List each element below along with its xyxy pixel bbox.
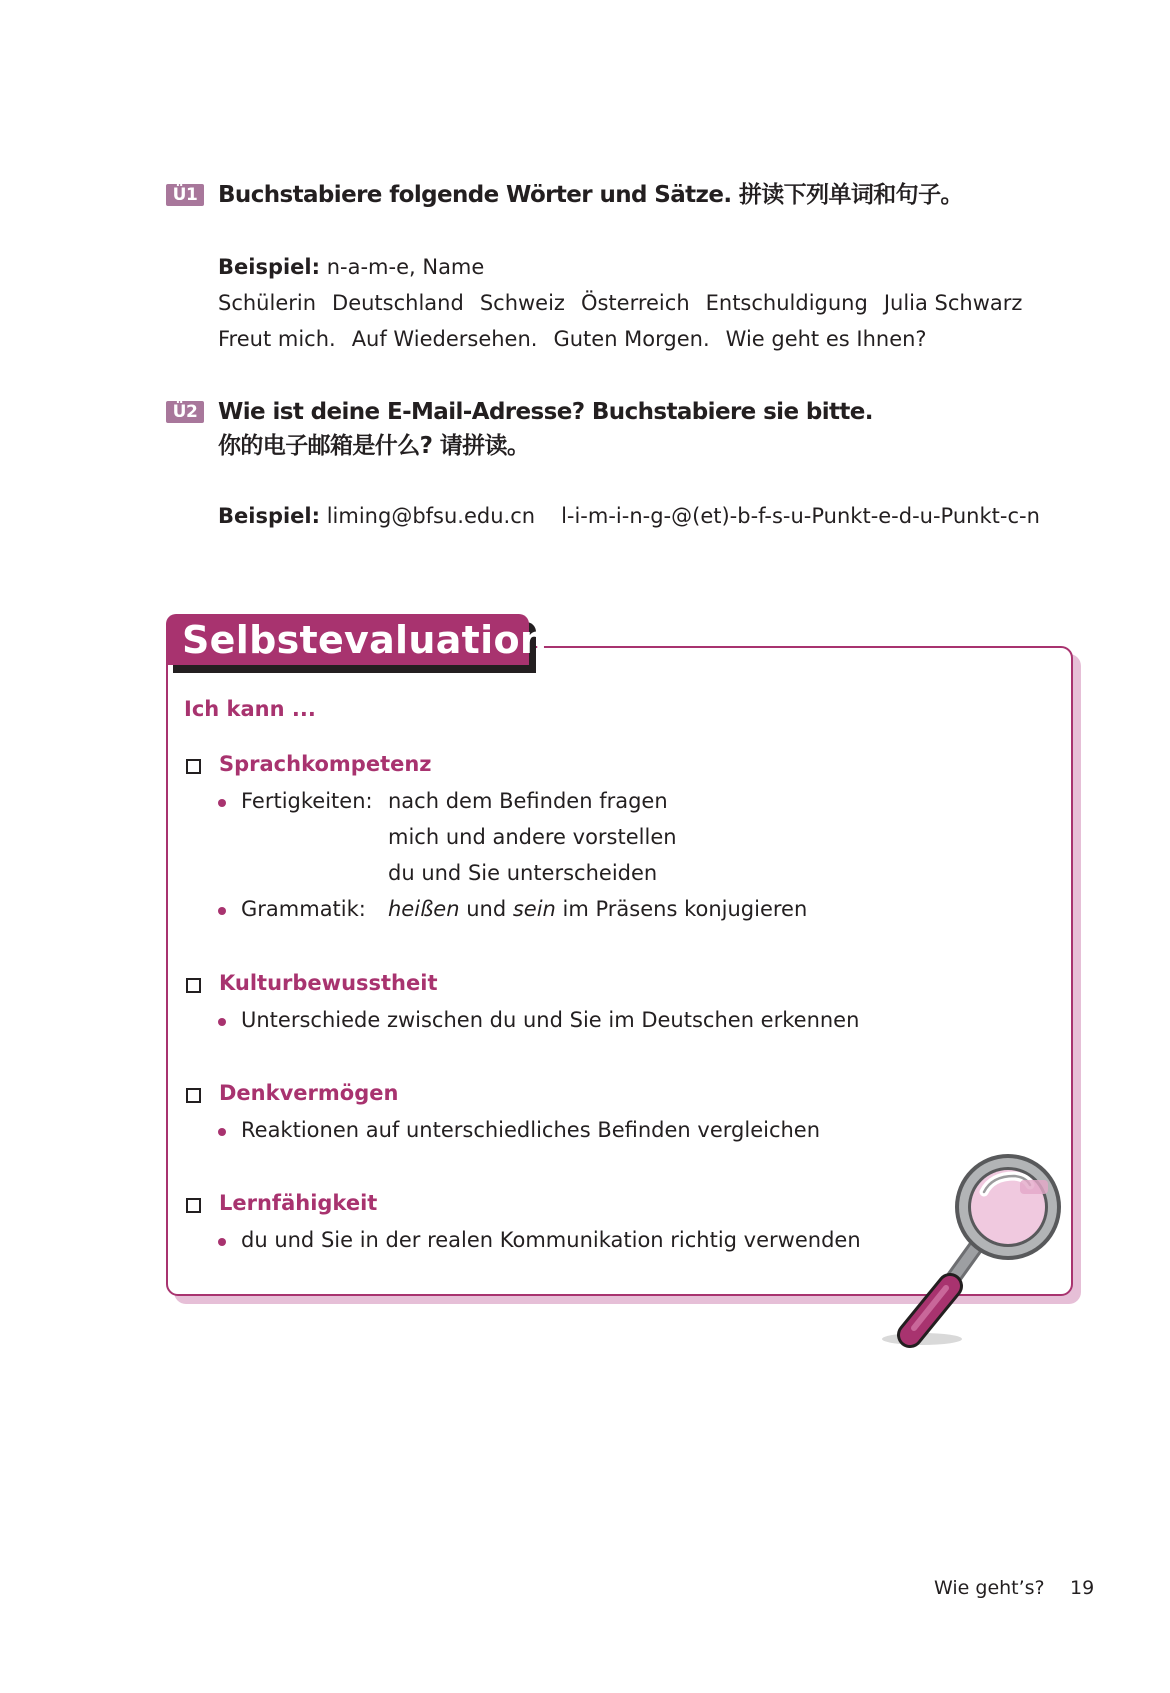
word: Österreich — [580, 291, 690, 315]
grammatik-text — [388, 897, 807, 921]
sentence: Guten Morgen. — [553, 327, 710, 351]
item-text: du und Sie in der realen Kommunikation richtig verwenden — [241, 1228, 861, 1252]
checkbox-icon[interactable] — [186, 759, 201, 774]
grammatik-connector: und — [459, 897, 513, 921]
grammatik-rest: im Präsens konjugieren — [555, 897, 808, 921]
category-label: Denkvermögen — [219, 1081, 399, 1105]
bullet-icon — [218, 799, 226, 807]
item-text: Reaktionen auf unterschiedliches Befinden vergleichen — [241, 1118, 821, 1142]
category-label: Sprachkompetenz — [219, 752, 432, 776]
category-label: Kulturbewusstheit — [219, 971, 438, 995]
exercise-badge: Ü1 — [166, 184, 204, 206]
word: Deutschland — [332, 291, 464, 315]
sentence: Auf Wiedersehen. — [351, 327, 538, 351]
page-number: 19 — [1070, 1577, 1095, 1599]
ich-kann-label: Ich kann ... — [184, 697, 316, 721]
word: Julia Schwarz — [883, 291, 1023, 315]
exercise-badge: Ü2 — [166, 401, 204, 423]
example-email: liming@bfsu.edu.cn — [326, 504, 536, 528]
exercise-title: Wie ist deine E-Mail-Adresse? Buchstabiere sie bitte. — [218, 399, 873, 425]
example-line — [218, 255, 484, 279]
bullet-icon — [218, 1018, 226, 1026]
example-label: Beispiel: — [218, 504, 321, 528]
footer-title: Wie geht’s? — [934, 1577, 1045, 1599]
example-label: Beispiel: — [218, 255, 321, 279]
grammatik-label: Grammatik: — [241, 897, 366, 921]
selbstevaluation-heading: Selbstevaluation — [166, 614, 529, 665]
verb-sein: sein — [512, 897, 556, 921]
checkbox-icon[interactable] — [186, 978, 201, 993]
bullet-icon — [218, 907, 226, 915]
word: Schülerin — [218, 291, 317, 315]
fertigkeit-item: du und Sie unterscheiden — [388, 861, 658, 885]
verb-heissen: heißen — [388, 897, 460, 921]
fertigkeit-item: mich und andere vorstellen — [388, 825, 677, 849]
word: Entschuldigung — [705, 291, 868, 315]
fertigkeiten-label: Fertigkeiten: — [241, 789, 373, 813]
word: Schweiz — [479, 291, 565, 315]
item-text: Unterschiede zwischen du und Sie im Deutschen erkennen — [241, 1008, 860, 1032]
magnifier-icon — [880, 1140, 1080, 1350]
checkbox-icon[interactable] — [186, 1088, 201, 1103]
bullet-icon — [218, 1128, 226, 1136]
sentence-list — [218, 327, 927, 351]
bullet-icon — [218, 1238, 226, 1246]
example-value: n-a-m-e, Name — [326, 255, 485, 279]
exercise-title: Buchstabiere folgende Wörter und Sätze. 拼读下列单词和句子。 — [218, 182, 963, 208]
example-line — [218, 504, 1040, 528]
fertigkeit-item: nach dem Befinden fragen — [388, 789, 668, 813]
category-label: Lernfähigkeit — [219, 1191, 378, 1215]
checkbox-icon[interactable] — [186, 1198, 201, 1213]
exercise-title-zh: 你的电子邮箱是什么? 请拼读。 — [218, 433, 530, 459]
example-spelled: l-i-m-i-n-g-@(et)-b-f-s-u-Punkt-e-d-u-Punkt-c-n — [561, 504, 1040, 528]
word-list — [218, 291, 1022, 315]
sentence: Wie geht es Ihnen? — [725, 327, 927, 351]
sentence: Freut mich. — [218, 327, 336, 351]
